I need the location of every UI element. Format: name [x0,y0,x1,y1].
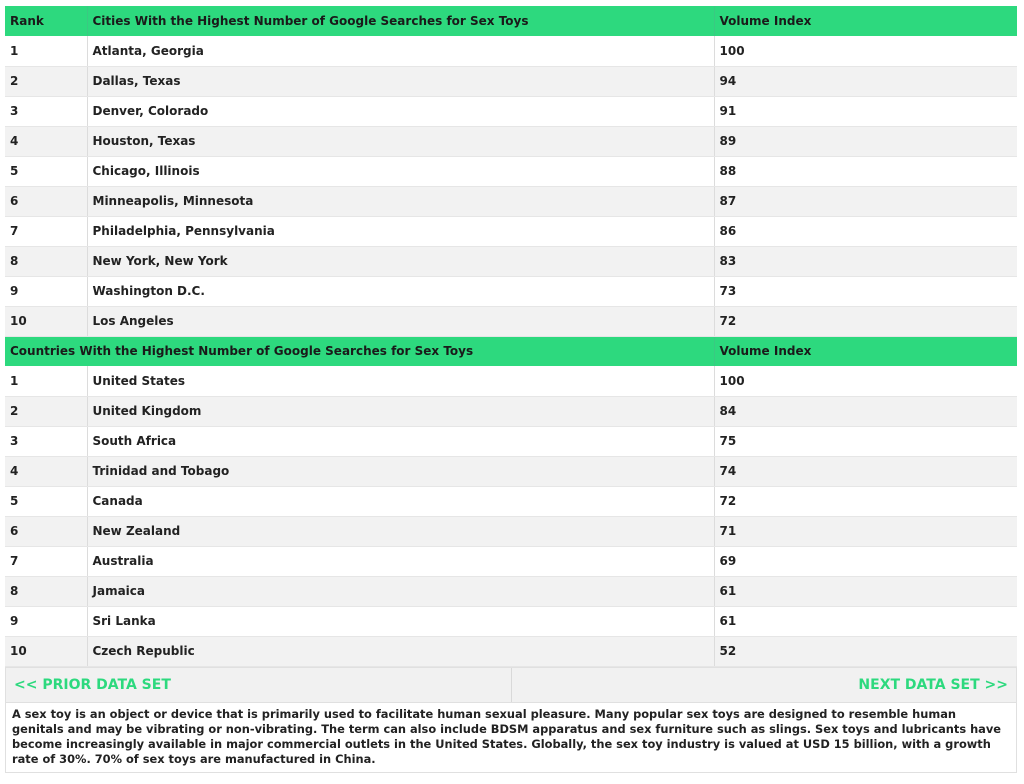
volume-index-cell: 100 [714,366,1017,396]
countries-table-row [5,486,1017,516]
rank-cell: 1 [5,366,87,396]
rank-cell: 6 [5,186,87,216]
rank-cell: 4 [5,456,87,486]
rank-cell: 5 [5,156,87,186]
city-cell: Houston, Texas [87,126,714,156]
city-cell: Atlanta, Georgia [87,36,714,66]
cities-table-row [5,96,1017,126]
countries-table-row [5,606,1017,636]
rank-cell: 9 [5,276,87,306]
volume-index-cell: 83 [714,246,1017,276]
city-cell: New York, New York [87,246,714,276]
volume-index-cell: 91 [714,96,1017,126]
countries-column-header: Countries With the Highest Number of Google Searches for Sex Toys [5,336,714,366]
rank-cell: 3 [5,426,87,456]
cities-table-row [5,216,1017,246]
volume-index-cell: 52 [714,636,1017,666]
country-cell: United States [87,366,714,396]
description-text: A sex toy is an object or device that is primarily used to facilitate human sexual pleasure. Many popular sex toys are designed to resemble human genitals and may be vibrating or non-vibrating. The term can also include BDSM apparatus and sex furniture such as slings. Sex toys and lubricants have become increasingly available in major commercial outlets in the United States. Globally, the sex toy industry is valued at USD 15 billion, with a growth rate of 30%. 70% of sex toys are manufactured in China. [5,703,1017,773]
volume-index-cell: 75 [714,426,1017,456]
prior-data-set-link[interactable]: << PRIOR DATA SET [6,668,512,702]
volume-index-cell: 84 [714,396,1017,426]
volume-index-cell: 89 [714,126,1017,156]
city-cell: Los Angeles [87,306,714,336]
countries-header-row [5,336,1017,366]
city-cell: Philadelphia, Pennsylvania [87,216,714,246]
countries-table-row [5,636,1017,666]
rank-cell: 2 [5,66,87,96]
volume-index-cell: 94 [714,66,1017,96]
rank-cell: 9 [5,606,87,636]
volume-index-cell: 73 [714,276,1017,306]
cities-table-row [5,186,1017,216]
next-data-set-link[interactable]: NEXT DATA SET >> [858,676,1008,693]
rank-cell: 10 [5,636,87,666]
country-cell: Jamaica [87,576,714,606]
rank-cell: 3 [5,96,87,126]
rank-cell: 1 [5,36,87,66]
rank-cell: 8 [5,576,87,606]
cities-table-row [5,306,1017,336]
volume-index-cell: 69 [714,546,1017,576]
city-cell: Dallas, Texas [87,66,714,96]
countries-table-row [5,396,1017,426]
volume-index-cell: 74 [714,456,1017,486]
cities-table-row [5,156,1017,186]
country-cell: Australia [87,546,714,576]
volume-index-cell: 87 [714,186,1017,216]
cities-table-row [5,66,1017,96]
volume-index-cell: 72 [714,486,1017,516]
cities-table-row [5,126,1017,156]
city-cell: Denver, Colorado [87,96,714,126]
cities-table-row [5,246,1017,276]
countries-table-row [5,576,1017,606]
country-cell: New Zealand [87,516,714,546]
volume-index-column-header: Volume Index [714,6,1017,36]
countries-table-row [5,456,1017,486]
volume-index-column-header: Volume Index [714,336,1017,366]
rank-cell: 4 [5,126,87,156]
countries-table-row [5,366,1017,396]
rank-cell: 5 [5,486,87,516]
country-cell: Czech Republic [87,636,714,666]
countries-table-row [5,546,1017,576]
city-cell: Chicago, Illinois [87,156,714,186]
country-cell: South Africa [87,426,714,456]
city-cell: Minneapolis, Minnesota [87,186,714,216]
volume-index-cell: 86 [714,216,1017,246]
cities-table-row [5,36,1017,66]
volume-index-cell: 100 [714,36,1017,66]
rank-cell: 8 [5,246,87,276]
country-cell: Canada [87,486,714,516]
city-cell: Washington D.C. [87,276,714,306]
cities-header-row [5,6,1017,36]
volume-index-cell: 71 [714,516,1017,546]
rank-cell: 7 [5,216,87,246]
rank-cell: 7 [5,546,87,576]
countries-table-row [5,426,1017,456]
data-table-container [5,6,1017,773]
volume-index-cell: 72 [714,306,1017,336]
rank-cell: 10 [5,306,87,336]
rank-cell: 2 [5,396,87,426]
volume-index-cell: 61 [714,576,1017,606]
country-cell: Sri Lanka [87,606,714,636]
rank-column-header: Rank [5,6,87,36]
country-cell: United Kingdom [87,396,714,426]
data-set-navigation [5,667,1017,703]
rankings-table [5,6,1017,667]
volume-index-cell: 88 [714,156,1017,186]
volume-index-cell: 61 [714,606,1017,636]
cities-column-header: Cities With the Highest Number of Google Searches for Sex Toys [87,6,714,36]
rank-cell: 6 [5,516,87,546]
cities-table-row [5,276,1017,306]
countries-table-row [5,516,1017,546]
country-cell: Trinidad and Tobago [87,456,714,486]
